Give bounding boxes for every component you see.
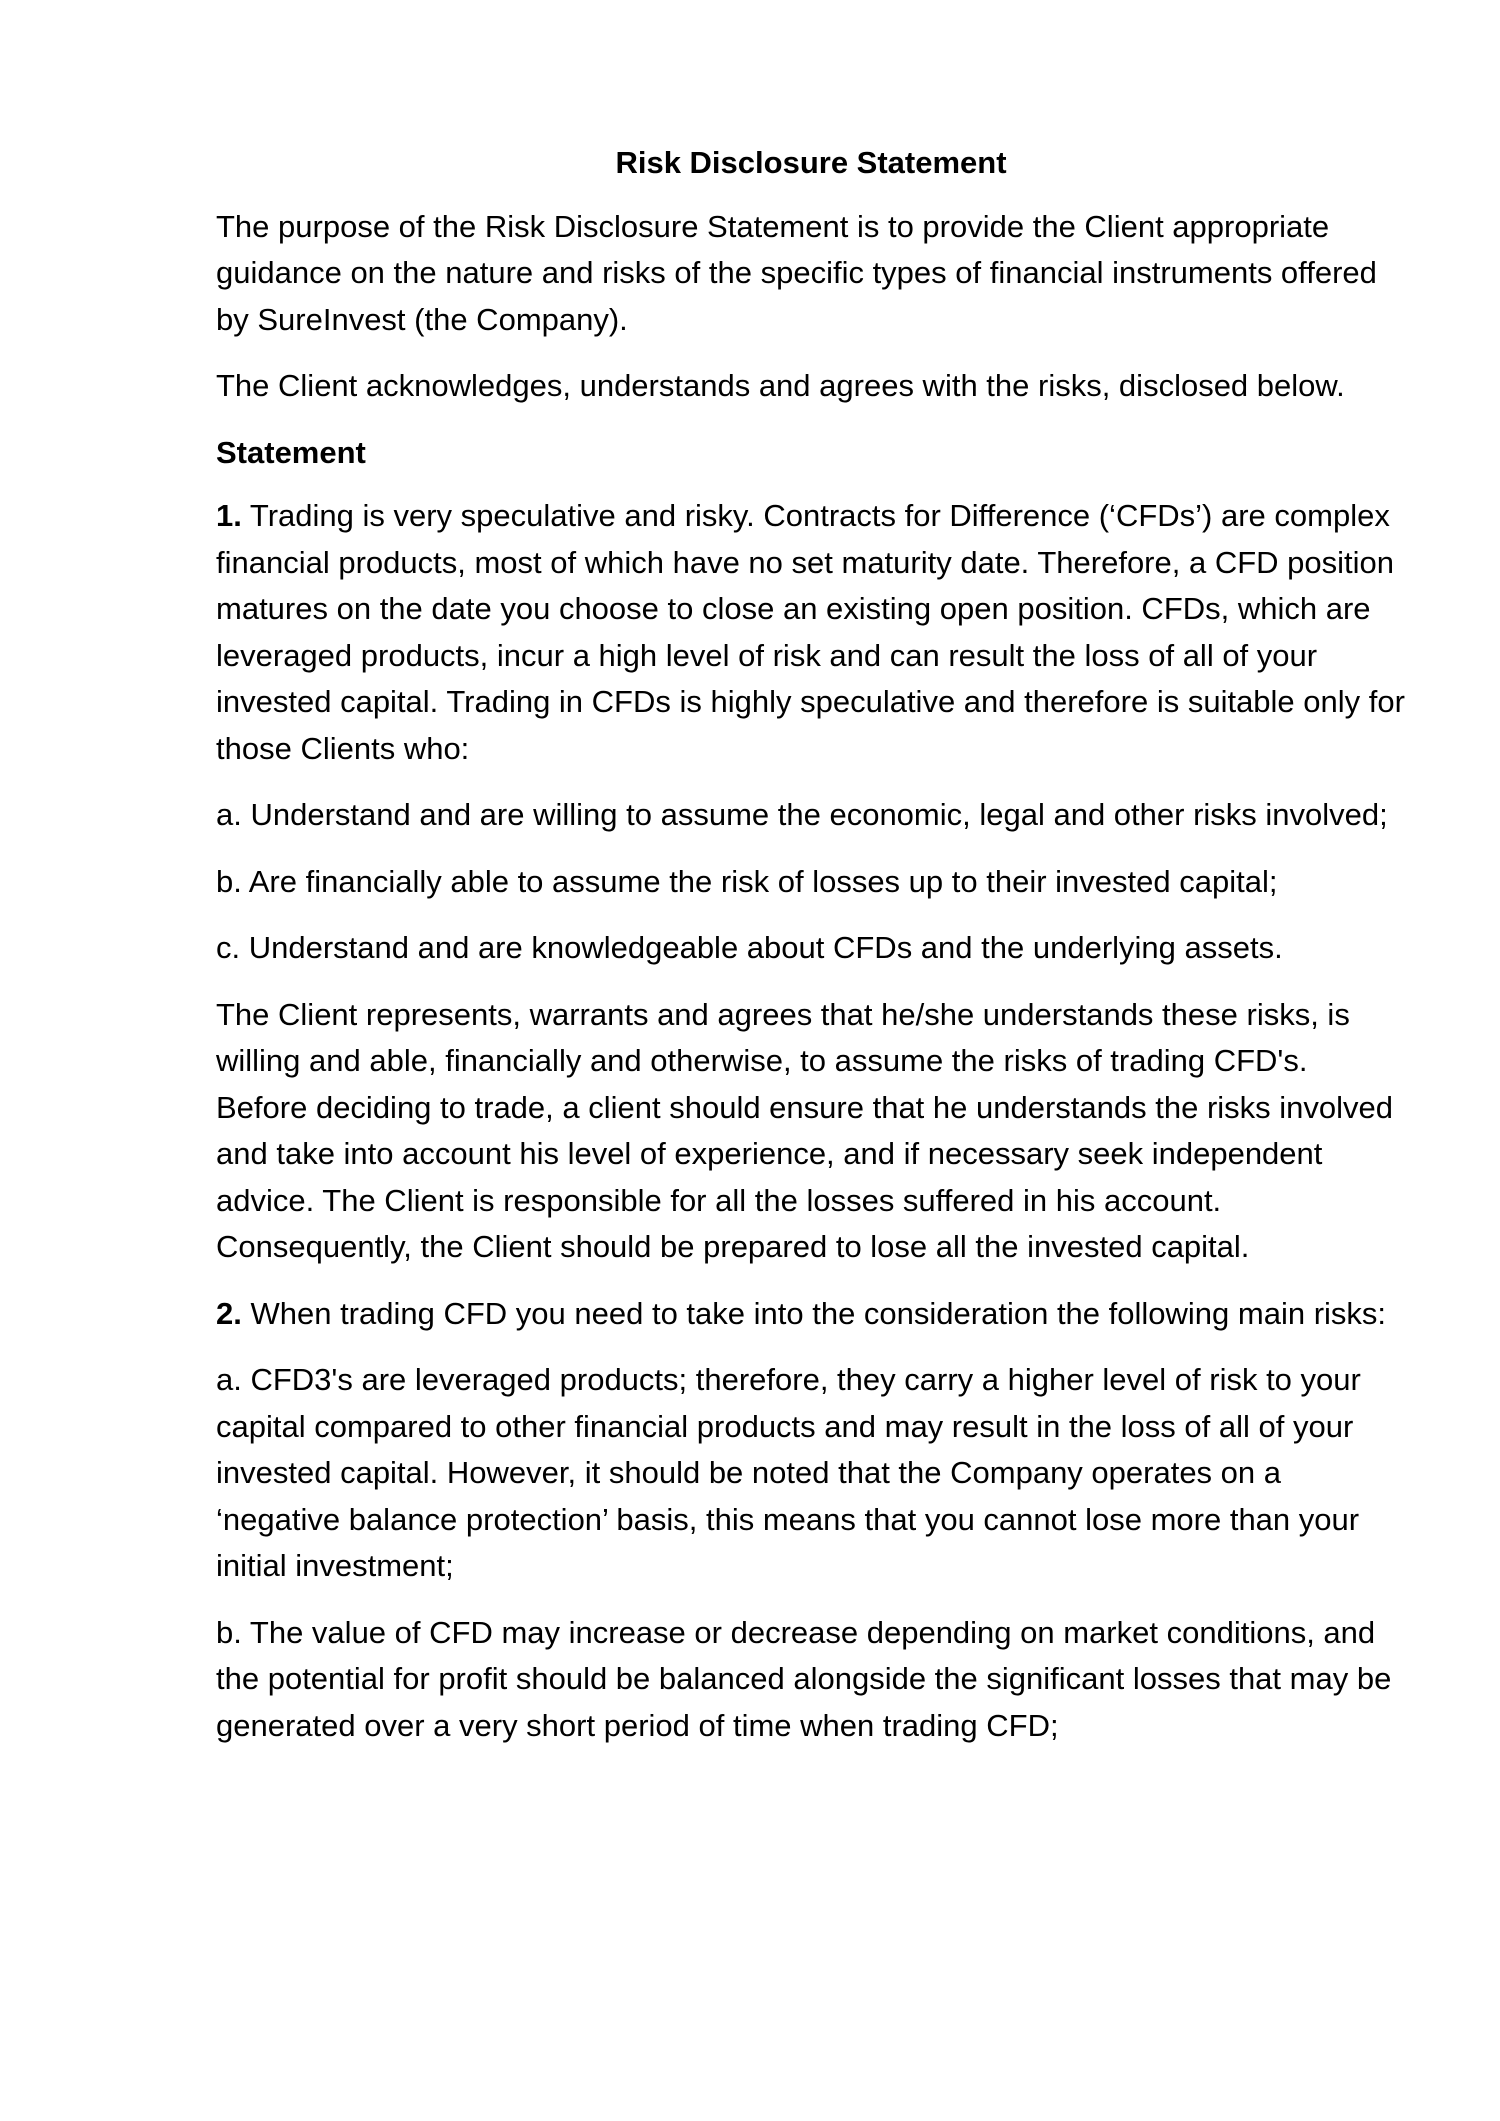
document-title: Risk Disclosure Statement — [615, 145, 1007, 180]
statement-heading: Statement — [216, 434, 366, 470]
section-1-closing-paragraph: The Client represents, warrants and agrees that he/she understands these risks, is willing and able, financially and otherwise, to assume the risks of trading CFD's. Before deciding to trade, a client should ensure that he understands the risks involved and take into account his level of experience, and if necessary seek independent advice. The Client is responsible for all the losses suffered in his account. Consequently, the Client should be prepared to lose all the invested capital. — [216, 996, 1394, 1264]
section-1-item-c: c. Understand and are knowledgeable about CFDs and the underlying assets. — [216, 930, 1283, 965]
document-page — [216, 140, 1406, 1769]
section-1-item-b: b. Are financially able to assume the risk of losses up to their invested capital; — [216, 863, 1278, 899]
section-2-item-b: b. The value of CFD may increase or decrease depending on market conditions, and the potential for profit should be balanced alongside the significant losses that may be generated over a very short period of time when trading CFD; — [216, 1614, 1392, 1743]
section-2-text: When trading CFD you need to take into the consideration the following main risks: — [241, 1295, 1387, 1331]
section-1-item-a: a. Understand and are willing to assume the economic, legal and other risks involved; — [216, 797, 1388, 832]
section-2-number: 2. — [216, 1295, 242, 1331]
intro-purpose-paragraph: The purpose of the Risk Disclosure Statement is to provide the Client appropriate guidance on the nature and risks of the specific types of financial instruments offered by SureInvest (the Company). — [216, 208, 1377, 337]
intro-acknowledge-paragraph: The Client acknowledges, understands and agrees with the risks, disclosed below. — [216, 368, 1345, 403]
section-2-paragraph — [216, 1291, 1406, 1338]
section-2-item-a: a. CFD3's are leveraged products; therefore, they carry a higher level of risk to your capital compared to other financial products and may result in the loss of all of your invested capital. However, it should be noted that the Company operates on a ‘negative balance protection’ basis, this means that you cannot lose more than your initial investment; — [216, 1362, 1361, 1583]
section-1-paragraph — [216, 493, 1406, 772]
section-1-number: 1. — [216, 498, 242, 533]
section-1-text: Trading is very speculative and risky. Contracts for Difference (‘CFDs’) are complex financial products, most of which have no set maturity date. Therefore, a CFD position matures on the date you choose to close an existing open position. CFDs, which are leveraged products, incur a high level of risk and can result the loss of all of your invested capital. Trading in CFDs is highly speculative and therefore is suitable only for those Clients who: — [216, 498, 1405, 766]
